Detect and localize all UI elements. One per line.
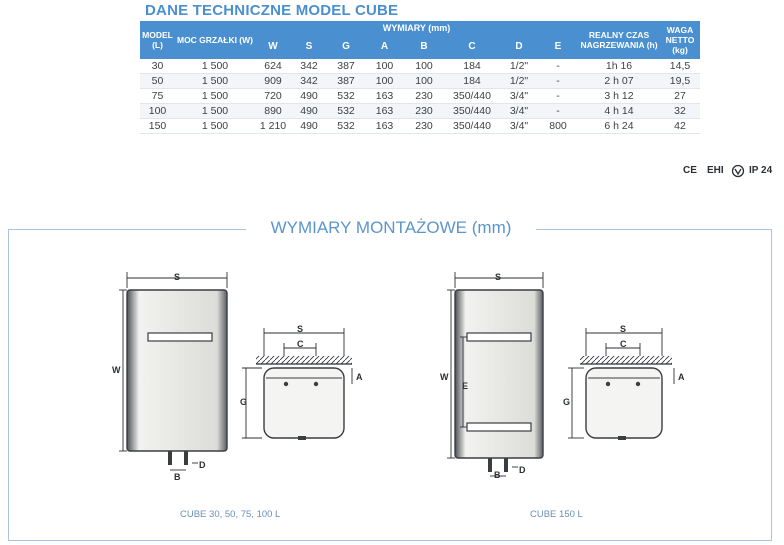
table-cell: 3/4" bbox=[500, 104, 538, 119]
table-cell: 100 bbox=[404, 74, 444, 89]
dim-label-c: C bbox=[620, 339, 627, 349]
dim-label-b: B bbox=[494, 470, 501, 480]
table-cell: 42 bbox=[660, 119, 700, 134]
table-cell: 1 500 bbox=[175, 59, 255, 74]
table-cell: 1 500 bbox=[175, 89, 255, 104]
table-cell: - bbox=[538, 74, 578, 89]
table-cell: 184 bbox=[444, 59, 500, 74]
table-cell: 342 bbox=[291, 74, 327, 89]
table-cell: 4 h 14 bbox=[578, 104, 660, 119]
section-title: WYMIARY MONTAŻOWE (mm) bbox=[270, 218, 512, 237]
header-d: D bbox=[500, 35, 538, 59]
table-cell: 30 bbox=[140, 59, 175, 74]
table-cell: 350/440 bbox=[444, 104, 500, 119]
table-cell: 490 bbox=[291, 89, 327, 104]
dim-label-s: S bbox=[620, 324, 627, 334]
table-cell: 532 bbox=[327, 119, 365, 134]
dim-label-a: A bbox=[356, 372, 363, 382]
table-cell: 532 bbox=[327, 89, 365, 104]
table-cell: 32 bbox=[660, 104, 700, 119]
dim-label-s: S bbox=[495, 272, 502, 282]
tank-side-view-right bbox=[580, 356, 672, 440]
table-cell: 890 bbox=[255, 104, 291, 119]
tank-front-view-right bbox=[455, 290, 543, 472]
table-cell: 624 bbox=[255, 59, 291, 74]
table-cell: 100 bbox=[365, 74, 404, 89]
table-cell: 1 210 bbox=[255, 119, 291, 134]
table-cell: 1h 16 bbox=[578, 59, 660, 74]
table-cell: 163 bbox=[365, 104, 404, 119]
header-czas: REALNY CZAS NAGRZEWANIA (h) bbox=[578, 21, 660, 59]
table-cell: 490 bbox=[291, 119, 327, 134]
dim-label-a: A bbox=[678, 372, 685, 382]
dim-label-d: D bbox=[199, 460, 206, 470]
page-title: DANE TECHNICZNE MODEL CUBE bbox=[145, 2, 399, 19]
header-b: B bbox=[404, 35, 444, 59]
table-cell: 150 bbox=[140, 119, 175, 134]
caption-left: CUBE 30, 50, 75, 100 L bbox=[180, 509, 281, 520]
dim-label-g: G bbox=[240, 397, 248, 407]
eac-mark: EHI bbox=[707, 165, 724, 176]
table-cell: 163 bbox=[365, 89, 404, 104]
tank-side-view-left bbox=[256, 356, 352, 440]
header-wymiary: WYMIARY (mm) bbox=[255, 21, 578, 35]
table-cell: 387 bbox=[327, 74, 365, 89]
table-cell: 720 bbox=[255, 89, 291, 104]
ip-rating: IP 24 bbox=[749, 165, 773, 176]
table-cell: 19,5 bbox=[660, 74, 700, 89]
table-cell: 50 bbox=[140, 74, 175, 89]
table-cell: 230 bbox=[404, 89, 444, 104]
table-cell: 184 bbox=[444, 74, 500, 89]
table-cell: 14,5 bbox=[660, 59, 700, 74]
table-cell: 532 bbox=[327, 104, 365, 119]
table-cell: 3/4" bbox=[500, 119, 538, 134]
table-cell: - bbox=[538, 59, 578, 74]
table-cell: 490 bbox=[291, 104, 327, 119]
table-cell: 342 bbox=[291, 59, 327, 74]
table-cell: 27 bbox=[660, 89, 700, 104]
table-cell: 350/440 bbox=[444, 119, 500, 134]
header-c: C bbox=[444, 35, 500, 59]
dim-label-g: G bbox=[563, 397, 571, 407]
header-e: E bbox=[538, 35, 578, 59]
header-g: G bbox=[327, 35, 365, 59]
table-cell: 2 h 07 bbox=[578, 74, 660, 89]
table-cell: 1 500 bbox=[175, 74, 255, 89]
header-w: W bbox=[255, 35, 291, 59]
tank-front-view-left bbox=[127, 290, 227, 465]
table-cell: 3/4" bbox=[500, 89, 538, 104]
table-cell: 6 h 24 bbox=[578, 119, 660, 134]
table-cell: - bbox=[538, 104, 578, 119]
table-cell: 100 bbox=[140, 104, 175, 119]
table-cell: 3 h 12 bbox=[578, 89, 660, 104]
dim-label-w: W bbox=[112, 365, 121, 375]
table-cell: 100 bbox=[365, 59, 404, 74]
dim-label-s: S bbox=[297, 324, 304, 334]
dim-label-s: S bbox=[174, 272, 181, 282]
table-cell: 1/2" bbox=[500, 59, 538, 74]
table-cell: 909 bbox=[255, 74, 291, 89]
table-cell: 230 bbox=[404, 119, 444, 134]
caption-right: CUBE 150 L bbox=[530, 509, 583, 520]
dim-label-c: C bbox=[297, 339, 304, 349]
header-moc: MOC GRZAŁKI (W) bbox=[175, 21, 255, 59]
dim-label-e: E bbox=[462, 381, 469, 391]
table-cell: 230 bbox=[404, 104, 444, 119]
table-cell: 100 bbox=[404, 59, 444, 74]
dim-label-b: B bbox=[174, 472, 181, 482]
table-cell: 387 bbox=[327, 59, 365, 74]
table-cell: 163 bbox=[365, 119, 404, 134]
table-cell: - bbox=[538, 89, 578, 104]
header-waga: WAGA NETTO (kg) bbox=[660, 21, 700, 59]
table-cell: 800 bbox=[538, 119, 578, 134]
header-model: MODEL (L) bbox=[140, 21, 175, 59]
ce-mark: CE bbox=[683, 165, 697, 176]
dim-label-d: D bbox=[519, 465, 526, 475]
table-cell: 1 500 bbox=[175, 119, 255, 134]
table-cell: 1 500 bbox=[175, 104, 255, 119]
table-cell: 1/2" bbox=[500, 74, 538, 89]
header-a: A bbox=[365, 35, 404, 59]
dim-label-w: W bbox=[440, 372, 449, 382]
header-s: S bbox=[291, 35, 327, 59]
table-cell: 350/440 bbox=[444, 89, 500, 104]
table-cell: 75 bbox=[140, 89, 175, 104]
